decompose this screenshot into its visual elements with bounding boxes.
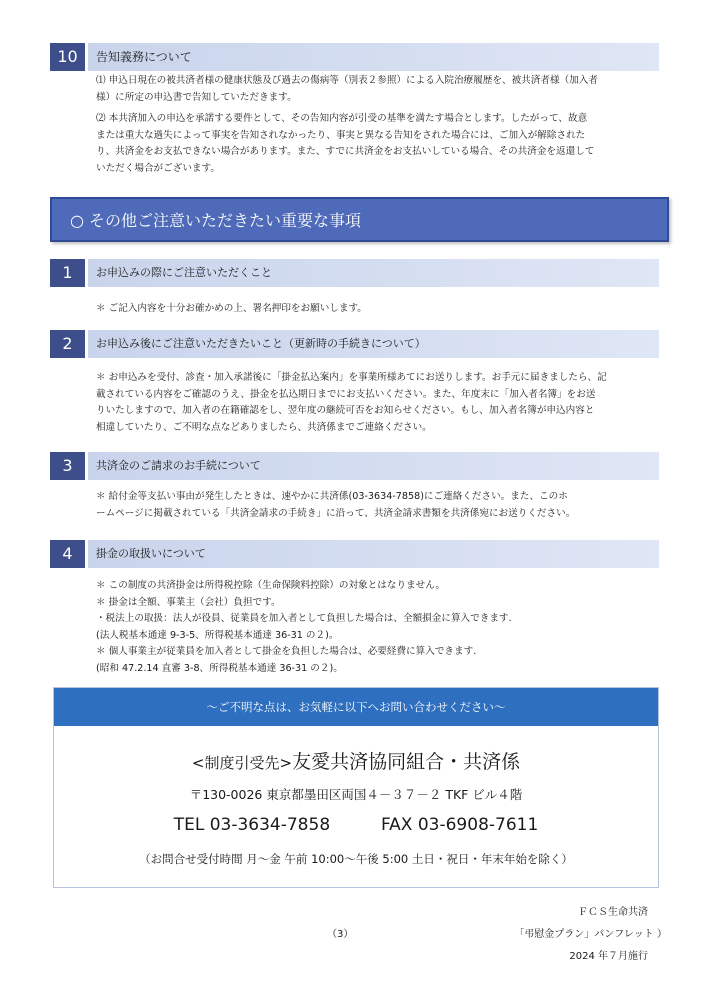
section-10-paragraph-2: ⑵ 本共済加入の申込を承諾する要件として、その告知内容が引受の基準を満たす場合とします。したがって、故意 または重大な過失によって事実を告知されなかったり、事実と異なる告知をされた場合には、ご加入が解除された り、共済金をお支払できない場合があります。また、すでに共済金をお支払いしている場合、その共済金を返還して いただく場合がございます。 bbox=[96, 113, 595, 174]
section-10-header bbox=[50, 43, 659, 71]
footer-document: 「弔慰金プラン」パンフレット ） bbox=[514, 929, 667, 940]
section-10-paragraph-1: ⑴ 申込日現在の被共済者様の健康状態及び過去の傷病等（別表２参照）による入院治療履歴を、被共済者様（加入者 様）に所定の申込書で告知していただきます。 bbox=[96, 75, 598, 103]
footer-org: ＦＣＳ生命共済 bbox=[578, 907, 648, 918]
org-prefix: <制度引受先> bbox=[191, 754, 293, 772]
important-notes-banner bbox=[50, 197, 669, 242]
section-number: 4 bbox=[50, 540, 85, 568]
section-3-body: ＊ 給付金等支払い事由が発生したときは、速やかに共済係(03-3634-7858)にご連絡ください。また、このホ ームページに掲載されている「共済金請求の手続き」に沿って、共済金請求書類を共済係宛にお送りください。 bbox=[96, 491, 576, 519]
section-title: お申込みの際にご注意いただくこと bbox=[96, 266, 272, 279]
section-2-header bbox=[50, 330, 659, 358]
section-number: 3 bbox=[50, 452, 85, 480]
section-title: お申込み後にご注意いただきたいこと（更新時の手続きについて） bbox=[96, 337, 426, 350]
address: 〒130-0026 東京都墨田区両国４－３７－２ TKF ビル４階 bbox=[189, 787, 523, 802]
contact-header bbox=[54, 688, 658, 726]
page-number: （3） bbox=[327, 929, 354, 940]
tel-number: TEL 03-3634-7858 bbox=[173, 815, 331, 835]
business-hours: （お問合せ受付時間 月～金 午前 10:00～午後 5:00 土日・祝日・年末年始を除く） bbox=[139, 852, 573, 866]
section-title: 告知義務について bbox=[96, 50, 192, 64]
section-3-header bbox=[50, 452, 659, 480]
footer-date: 2024 年７月施行 bbox=[569, 951, 648, 962]
section-4-body: ＊ この制度の共済掛金は所得税控除（生命保険料控除）の対象とはなりません。 ＊ 掛金は全額、事業主（会社）負担です。 ・税法上の取扱：法人が役員、従業員を加入者として負担した場合は、全額損金に算入できます. (法人税基本通達 9-3-5、所得税基本通達 36-31 の２)。 ＊ 個人事業主が従業員を加入者として掛金を負担した場合は、必要経費に算入できます. (昭和 47.2.14 直審 3-8、所得税基本通達 36-31 の２)。 bbox=[96, 580, 512, 674]
section-title: 掛金の取扱いについて bbox=[96, 547, 206, 560]
org-line bbox=[54, 750, 658, 775]
phone-line bbox=[54, 814, 658, 836]
section-number: 10 bbox=[50, 43, 85, 71]
contact-box bbox=[53, 687, 659, 888]
fax-number: FAX 03-6908-7611 bbox=[380, 815, 539, 835]
section-4-header bbox=[50, 540, 659, 568]
section-number: 1 bbox=[50, 259, 85, 287]
section-2-body: ＊ お申込みを受付、診査・加入承諾後に「掛金払込案内」を事業所様あてにお送りします。お手元に届きましたら、記 載されている内容をご確認のうえ、掛金を払込期日までにお支払いください。また、年度末に「加入者名簿」をお送 りいたしますので、加入者の在籍確認をし、翌年度の継続可否をお知らせください。もし、加入者名簿が申込内容と 相違していたり、ご不明な点などありましたら、共済係までご連絡ください。 bbox=[96, 372, 607, 433]
section-1-body: ＊ ご記入内容を十分お確かめの上、署名押印をお願いします。 bbox=[96, 303, 367, 314]
org-name: 友愛共済協同組合・共済係 bbox=[292, 751, 521, 773]
section-number: 2 bbox=[50, 330, 85, 358]
section-title: 共済金のご請求のお手続について bbox=[96, 459, 261, 472]
banner-title: ○ その他ご注意いただきたい重要な事項 bbox=[70, 211, 362, 230]
contact-header-text: ～ご不明な点は、お気軽に以下へお問い合わせください～ bbox=[206, 700, 506, 714]
section-1-header bbox=[50, 259, 659, 287]
